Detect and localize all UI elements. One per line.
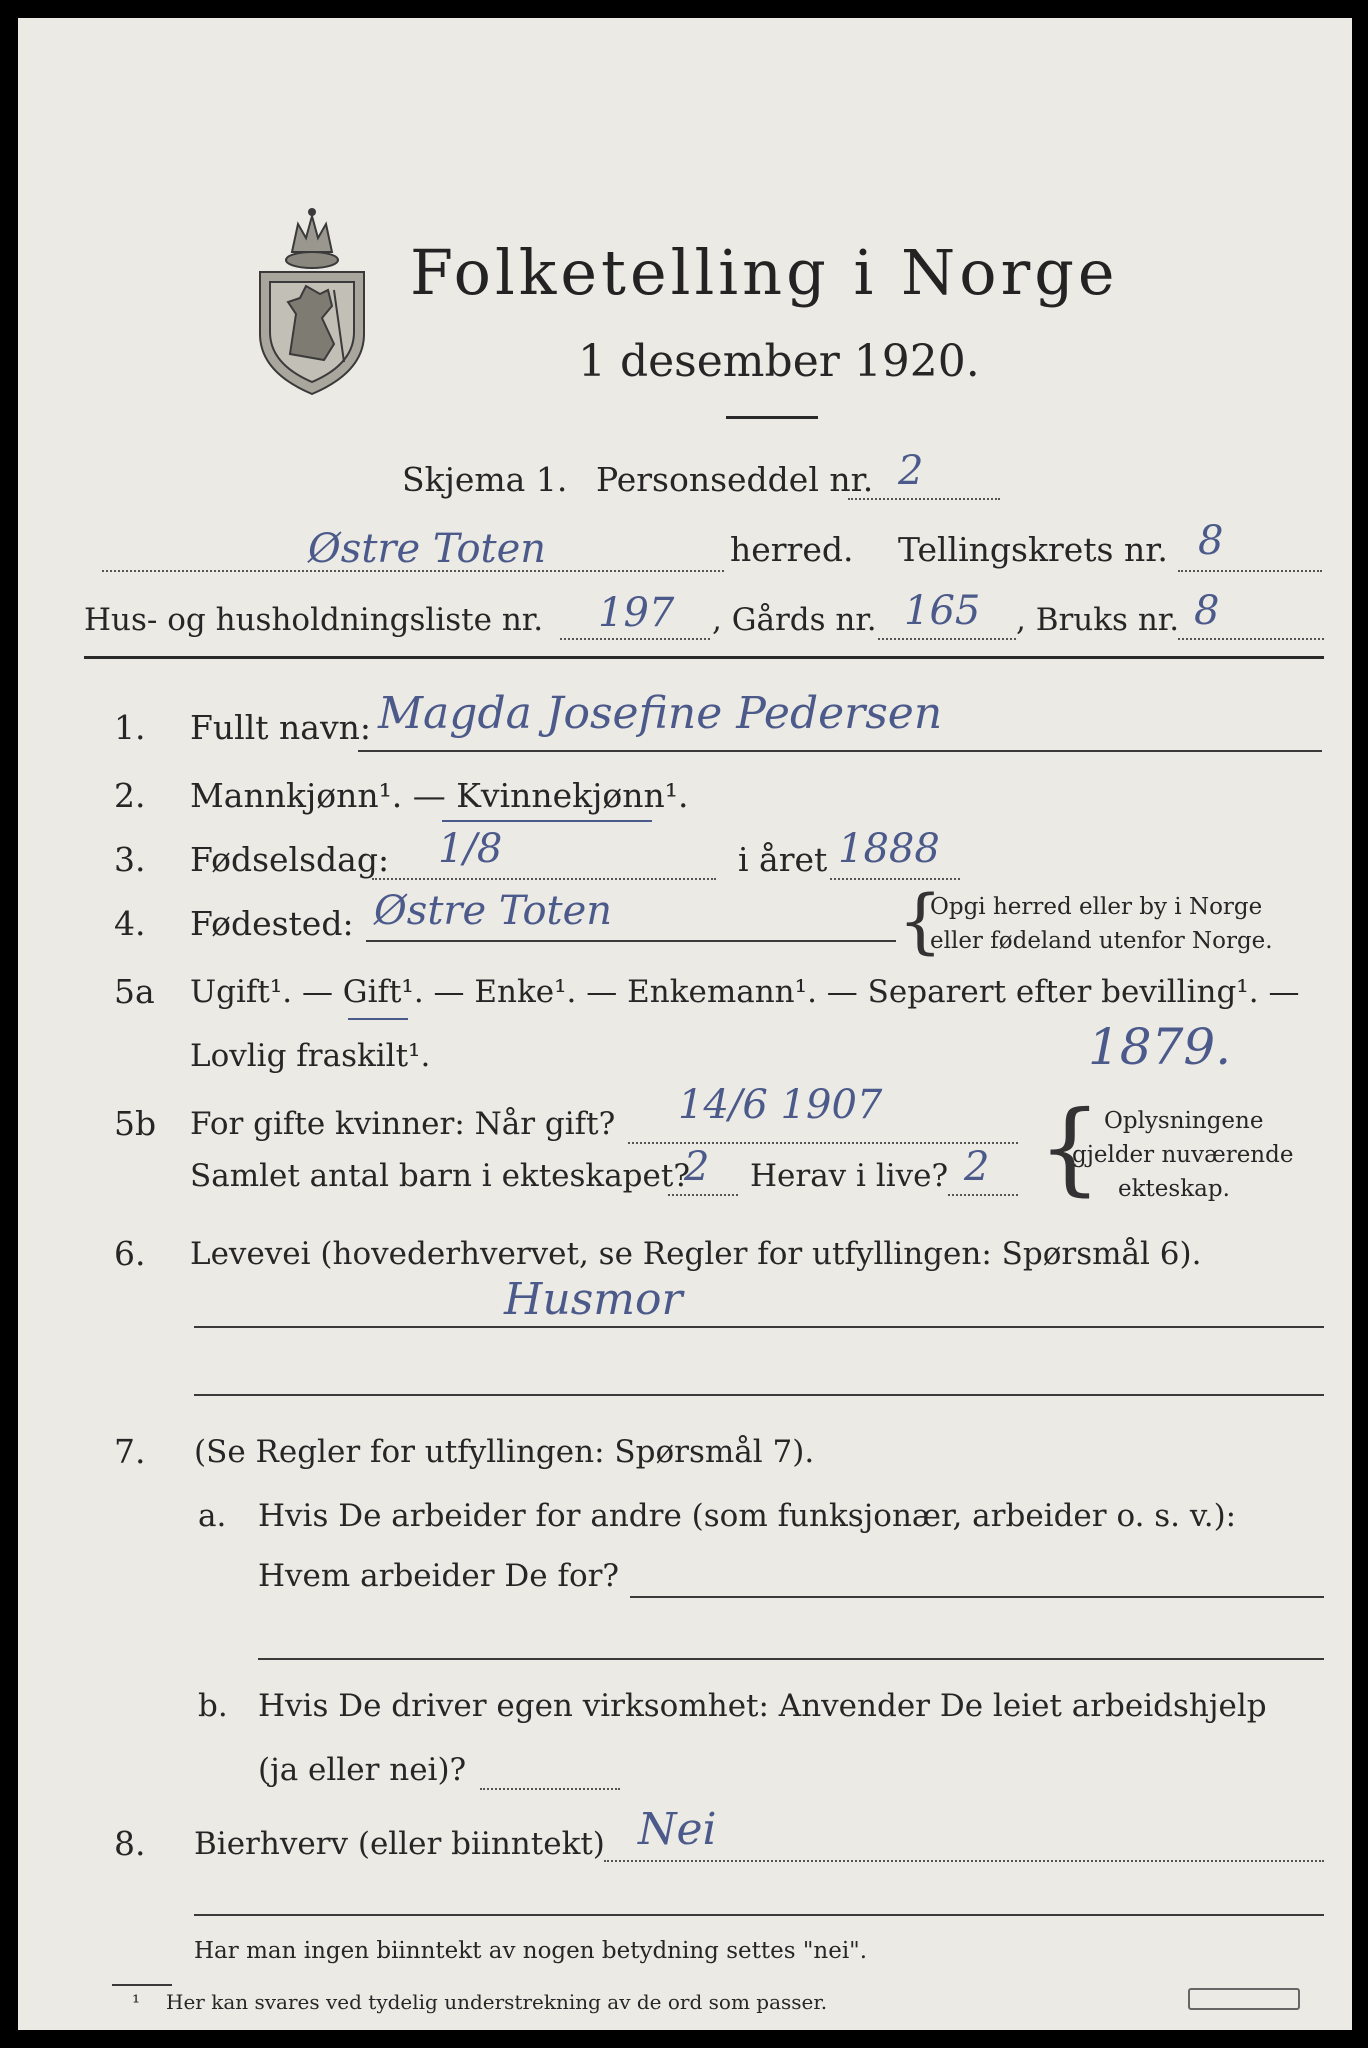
- q5b-alive-label: Herav i live?: [750, 1158, 949, 1194]
- census-form-page: [18, 18, 1352, 2030]
- herred-line: [102, 570, 724, 572]
- tellingskrets-label: Tellingskrets nr.: [898, 530, 1168, 569]
- printer-stamp: [1188, 1988, 1300, 2010]
- q5a-number: 5a: [114, 972, 155, 1011]
- q6-number: 6.: [114, 1234, 146, 1273]
- husliste-label: Hus- og husholdningsliste nr.: [84, 602, 544, 638]
- form-title: Folketelling i Norge: [410, 236, 1119, 309]
- q5b-children-count: 2: [684, 1144, 710, 1190]
- q4-note-line2: eller fødeland utenfor Norge.: [930, 928, 1273, 954]
- q8-label: Bierhverv (eller biinntekt): [194, 1826, 605, 1862]
- q7a-answer-line2: [258, 1658, 1324, 1660]
- q5b-alive-line: [948, 1194, 1018, 1196]
- q5a-margin-note: 1879.: [1088, 1018, 1232, 1076]
- q1-number: 1.: [114, 708, 146, 747]
- census-date: 1 desember 1920.: [578, 336, 980, 387]
- q5b-married-label: For gifte kvinner: Når gift?: [190, 1106, 616, 1142]
- q5a-line1: Ugift¹. — Gift¹. — Enke¹. — Enkemann¹. — Separert efter bevilling¹. —: [190, 974, 1300, 1010]
- q7b-letter: b.: [198, 1688, 228, 1724]
- footnote-text: Her kan svares ved tydelig understrekning av de ord som passer.: [166, 1990, 828, 2014]
- q3-birth-day: 1/8: [438, 826, 503, 872]
- q7b-line1: Hvis De driver egen virksomhet: Anvender De leiet arbeidshjelp: [258, 1688, 1267, 1724]
- title-divider: [726, 416, 818, 419]
- q6-line2: [194, 1394, 1324, 1396]
- q6-line1: [194, 1326, 1324, 1328]
- q3-birth-year: 1888: [838, 826, 940, 872]
- q5b-note-line1: Oplysningene: [1104, 1108, 1264, 1134]
- q8-number: 8.: [114, 1824, 146, 1863]
- q3-year-label: i året: [738, 840, 828, 879]
- q6-label: Levevei (hovederhvervet, se Regler for utfyllingen: Spørsmål 6).: [190, 1236, 1202, 1272]
- q5b-note-line3: ekteskap.: [1118, 1176, 1230, 1202]
- q5b-number: 5b: [114, 1104, 157, 1143]
- footer-note: Har man ingen biinntekt av nogen betydning settes "nei".: [194, 1938, 868, 1964]
- q7-label: (Se Regler for utfyllingen: Spørsmål 7).: [194, 1434, 815, 1470]
- q5b-brace: {: [1038, 1089, 1102, 1206]
- q2-number: 2.: [114, 776, 146, 815]
- q3-number: 3.: [114, 840, 146, 879]
- bruks-label: , Bruks nr.: [1016, 602, 1180, 638]
- q5b-alive-count: 2: [964, 1144, 990, 1190]
- q8-line2: [194, 1914, 1324, 1916]
- q8-line1: [604, 1860, 1324, 1862]
- gards-line: [878, 638, 1016, 640]
- gards-number: 165: [904, 588, 981, 634]
- personseddel-line: [848, 498, 1000, 500]
- q7b-line2: (ja eller nei)?: [258, 1752, 467, 1788]
- footnote-mark: ¹: [132, 1990, 141, 2014]
- q2-label: Mannkjønn¹. — Kvinnekjønn¹.: [190, 776, 689, 815]
- q5b-married-date: 14/6 1907: [678, 1082, 883, 1128]
- q7a-letter: a.: [198, 1498, 227, 1534]
- header-divider: [84, 656, 1324, 659]
- q5b-children-line: [668, 1194, 738, 1196]
- bruks-number: 8: [1194, 588, 1220, 634]
- q5a-underline-gift: [348, 1018, 408, 1020]
- q4-birthplace: Østre Toten: [374, 888, 613, 934]
- gards-label: , Gårds nr.: [712, 602, 877, 638]
- herred-label: herred.: [730, 530, 854, 569]
- q8-answer: Nei: [638, 1804, 717, 1855]
- herred-value: Østre Toten: [308, 526, 547, 572]
- q4-line: [366, 940, 896, 942]
- q6-occupation: Husmor: [504, 1274, 683, 1325]
- q4-number: 4.: [114, 904, 146, 943]
- husliste-line: [560, 638, 710, 640]
- tellingskrets-line: [1178, 570, 1322, 572]
- q4-brace: {: [898, 880, 943, 962]
- q5b-note-line2: gjelder nuværende: [1072, 1142, 1294, 1168]
- tellingskrets-number: 8: [1198, 518, 1224, 564]
- q7a-line1: Hvis De arbeider for andre (som funksjonær, arbeider o. s. v.):: [258, 1498, 1237, 1534]
- q3-label: Fødselsdag:: [190, 840, 390, 879]
- q1-label: Fullt navn:: [190, 708, 371, 747]
- bruks-line: [1178, 638, 1324, 640]
- personseddel-label: Personseddel nr.: [596, 460, 874, 499]
- q4-label: Fødested:: [190, 904, 354, 943]
- norwegian-coat-of-arms-icon: [248, 194, 376, 396]
- q7a-line2: Hvem arbeider De for?: [258, 1558, 620, 1594]
- q4-note-line1: Opgi herred eller by i Norge: [930, 894, 1263, 920]
- q5b-children-label: Samlet antal barn i ekteskapet?: [190, 1158, 690, 1194]
- q3-day-line: [372, 878, 716, 880]
- q1-line: [358, 750, 1322, 752]
- q7-number: 7.: [114, 1432, 146, 1471]
- q5a-line2: Lovlig fraskilt¹.: [190, 1038, 431, 1074]
- schema-label: Skjema 1.: [402, 460, 568, 499]
- husliste-number: 197: [598, 590, 675, 636]
- footnote-divider: [112, 1984, 172, 1986]
- q1-full-name: Magda Josefine Pedersen: [378, 688, 943, 739]
- q7b-answer-line: [480, 1788, 620, 1790]
- q2-underline-kvinnekjonn: [442, 820, 652, 822]
- personseddel-number: 2: [898, 448, 924, 494]
- q7a-answer-line1: [630, 1596, 1324, 1598]
